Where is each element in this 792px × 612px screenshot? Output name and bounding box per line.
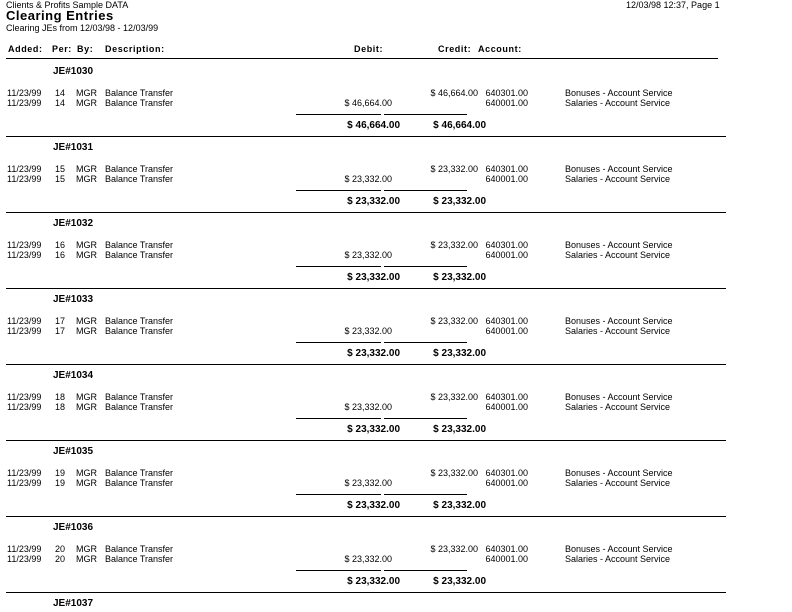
line-account: 640001.00	[485, 250, 528, 260]
column-description: Description:	[105, 44, 165, 54]
debit-total-rule	[296, 266, 381, 267]
debit-total-rule	[296, 570, 381, 571]
line-description: Balance Transfer	[105, 250, 174, 260]
entry-divider	[6, 288, 726, 289]
line-added: 11/23/99	[7, 174, 42, 184]
debit-total-rule	[296, 342, 381, 343]
line-description: Balance Transfer	[105, 316, 174, 326]
column-by: By:	[77, 44, 94, 54]
credit-total-rule	[384, 494, 467, 495]
line-account-name: Bonuses - Account Service	[565, 544, 673, 554]
line-description: Balance Transfer	[105, 88, 174, 98]
line-added: 11/23/99	[7, 250, 42, 260]
line-description: Balance Transfer	[105, 554, 174, 564]
line-description: Balance Transfer	[105, 240, 174, 250]
line-account: 640301.00	[485, 544, 528, 554]
credit-total-rule	[384, 342, 467, 343]
credit-total-rule	[384, 190, 467, 191]
line-per: 15	[55, 164, 66, 174]
entry-divider	[6, 364, 726, 365]
line-per: 17	[55, 326, 66, 336]
line-description: Balance Transfer	[105, 402, 174, 412]
line-by: MGR	[76, 478, 97, 488]
debit-total-rule	[296, 190, 381, 191]
line-per: 20	[55, 554, 66, 564]
credit-total-rule	[384, 570, 467, 571]
line-account-name: Salaries - Account Service	[565, 478, 671, 488]
header-divider	[6, 58, 718, 59]
line-credit: $ 23,332.00	[430, 316, 478, 326]
line-description: Balance Transfer	[105, 164, 174, 174]
line-per: 15	[55, 174, 66, 184]
total-debit: $ 23,332.00	[347, 576, 400, 587]
line-account-name: Salaries - Account Service	[565, 326, 671, 336]
line-account-name: Bonuses - Account Service	[565, 316, 673, 326]
entry-divider	[6, 136, 726, 137]
line-added: 11/23/99	[7, 468, 42, 478]
line-added: 11/23/99	[7, 392, 42, 402]
line-debit: $ 23,332.00	[344, 250, 392, 260]
entry-divider	[6, 212, 726, 213]
credit-total-rule	[384, 418, 467, 419]
line-account: 640001.00	[485, 326, 528, 336]
je-number: JE#1030	[53, 66, 94, 77]
line-by: MGR	[76, 250, 97, 260]
total-credit: $ 46,664.00	[433, 120, 486, 131]
line-account: 640001.00	[485, 554, 528, 564]
line-added: 11/23/99	[7, 402, 42, 412]
line-debit: $ 46,664.00	[344, 98, 392, 108]
line-by: MGR	[76, 326, 97, 336]
entry-divider	[6, 516, 726, 517]
line-account-name: Salaries - Account Service	[565, 554, 671, 564]
line-debit: $ 23,332.00	[344, 402, 392, 412]
line-account-name: Bonuses - Account Service	[565, 240, 673, 250]
total-debit: $ 46,664.00	[347, 120, 400, 131]
column-added: Added:	[8, 44, 43, 54]
line-per: 18	[55, 392, 66, 402]
je-number: JE#1036	[53, 522, 94, 533]
column-account: Account:	[478, 44, 522, 54]
total-credit: $ 23,332.00	[433, 500, 486, 511]
line-account: 640001.00	[485, 174, 528, 184]
debit-total-rule	[296, 114, 381, 115]
line-per: 19	[55, 478, 66, 488]
line-description: Balance Transfer	[105, 326, 174, 336]
je-number: JE#1034	[53, 370, 94, 381]
line-account: 640301.00	[485, 164, 528, 174]
line-by: MGR	[76, 88, 97, 98]
column-per: Per:	[52, 44, 72, 54]
line-per: 18	[55, 402, 66, 412]
line-by: MGR	[76, 544, 97, 554]
line-by: MGR	[76, 554, 97, 564]
je-number: JE#1032	[53, 218, 94, 229]
line-by: MGR	[76, 98, 97, 108]
line-added: 11/23/99	[7, 164, 42, 174]
line-per: 16	[55, 250, 66, 260]
total-credit: $ 23,332.00	[433, 272, 486, 283]
line-per: 14	[55, 98, 66, 108]
line-account-name: Bonuses - Account Service	[565, 392, 673, 402]
line-account: 640301.00	[485, 240, 528, 250]
line-by: MGR	[76, 174, 97, 184]
line-account-name: Bonuses - Account Service	[565, 88, 673, 98]
line-account-name: Bonuses - Account Service	[565, 164, 673, 174]
line-debit: $ 23,332.00	[344, 326, 392, 336]
credit-total-rule	[384, 266, 467, 267]
line-added: 11/23/99	[7, 240, 42, 250]
line-description: Balance Transfer	[105, 174, 174, 184]
report-subtitle: Clearing JEs from 12/03/98 - 12/03/99	[6, 23, 159, 33]
line-description: Balance Transfer	[105, 392, 174, 402]
line-added: 11/23/99	[7, 478, 42, 488]
line-credit: $ 23,332.00	[430, 240, 478, 250]
line-account-name: Salaries - Account Service	[565, 98, 671, 108]
debit-total-rule	[296, 494, 381, 495]
line-by: MGR	[76, 240, 97, 250]
line-by: MGR	[76, 164, 97, 174]
line-account: 640301.00	[485, 468, 528, 478]
credit-total-rule	[384, 114, 467, 115]
company-name: Clients & Profits Sample DATA	[6, 0, 129, 10]
line-by: MGR	[76, 392, 97, 402]
line-account-name: Salaries - Account Service	[565, 174, 671, 184]
line-by: MGR	[76, 402, 97, 412]
line-per: 20	[55, 544, 66, 554]
column-credit: Credit:	[438, 44, 472, 54]
total-debit: $ 23,332.00	[347, 500, 400, 511]
line-added: 11/23/99	[7, 544, 42, 554]
line-per: 16	[55, 240, 66, 250]
line-account-name: Salaries - Account Service	[565, 402, 671, 412]
line-credit: $ 23,332.00	[430, 468, 478, 478]
line-account-name: Bonuses - Account Service	[565, 468, 673, 478]
line-credit: $ 23,332.00	[430, 164, 478, 174]
total-debit: $ 23,332.00	[347, 272, 400, 283]
line-per: 17	[55, 316, 66, 326]
entry-divider	[6, 440, 726, 441]
report-timestamp: 12/03/98 12:37, Page 1	[626, 0, 720, 10]
line-debit: $ 23,332.00	[344, 174, 392, 184]
entry-divider	[6, 592, 726, 593]
line-account: 640301.00	[485, 316, 528, 326]
total-debit: $ 23,332.00	[347, 196, 400, 207]
line-account-name: Salaries - Account Service	[565, 250, 671, 260]
line-description: Balance Transfer	[105, 98, 174, 108]
line-description: Balance Transfer	[105, 478, 174, 488]
total-credit: $ 23,332.00	[433, 196, 486, 207]
total-credit: $ 23,332.00	[433, 576, 486, 587]
total-credit: $ 23,332.00	[433, 424, 486, 435]
je-number: JE#1035	[53, 446, 94, 457]
page-title: Clearing Entries	[6, 8, 114, 23]
line-added: 11/23/99	[7, 98, 42, 108]
line-by: MGR	[76, 316, 97, 326]
je-number: JE#1037	[53, 598, 94, 609]
line-account: 640001.00	[485, 98, 528, 108]
line-debit: $ 23,332.00	[344, 478, 392, 488]
line-per: 14	[55, 88, 66, 98]
line-account: 640301.00	[485, 392, 528, 402]
je-number: JE#1031	[53, 142, 94, 153]
total-debit: $ 23,332.00	[347, 348, 400, 359]
line-added: 11/23/99	[7, 554, 42, 564]
column-debit: Debit:	[354, 44, 384, 54]
line-credit: $ 23,332.00	[430, 392, 478, 402]
total-credit: $ 23,332.00	[433, 348, 486, 359]
line-added: 11/23/99	[7, 88, 42, 98]
line-account: 640301.00	[485, 88, 528, 98]
debit-total-rule	[296, 418, 381, 419]
line-by: MGR	[76, 468, 97, 478]
line-added: 11/23/99	[7, 316, 42, 326]
line-added: 11/23/99	[7, 326, 42, 336]
total-debit: $ 23,332.00	[347, 424, 400, 435]
line-description: Balance Transfer	[105, 468, 174, 478]
line-credit: $ 46,664.00	[430, 88, 478, 98]
line-credit: $ 23,332.00	[430, 544, 478, 554]
line-debit: $ 23,332.00	[344, 554, 392, 564]
je-number: JE#1033	[53, 294, 94, 305]
line-account: 640001.00	[485, 478, 528, 488]
line-per: 19	[55, 468, 66, 478]
line-account: 640001.00	[485, 402, 528, 412]
line-description: Balance Transfer	[105, 544, 174, 554]
